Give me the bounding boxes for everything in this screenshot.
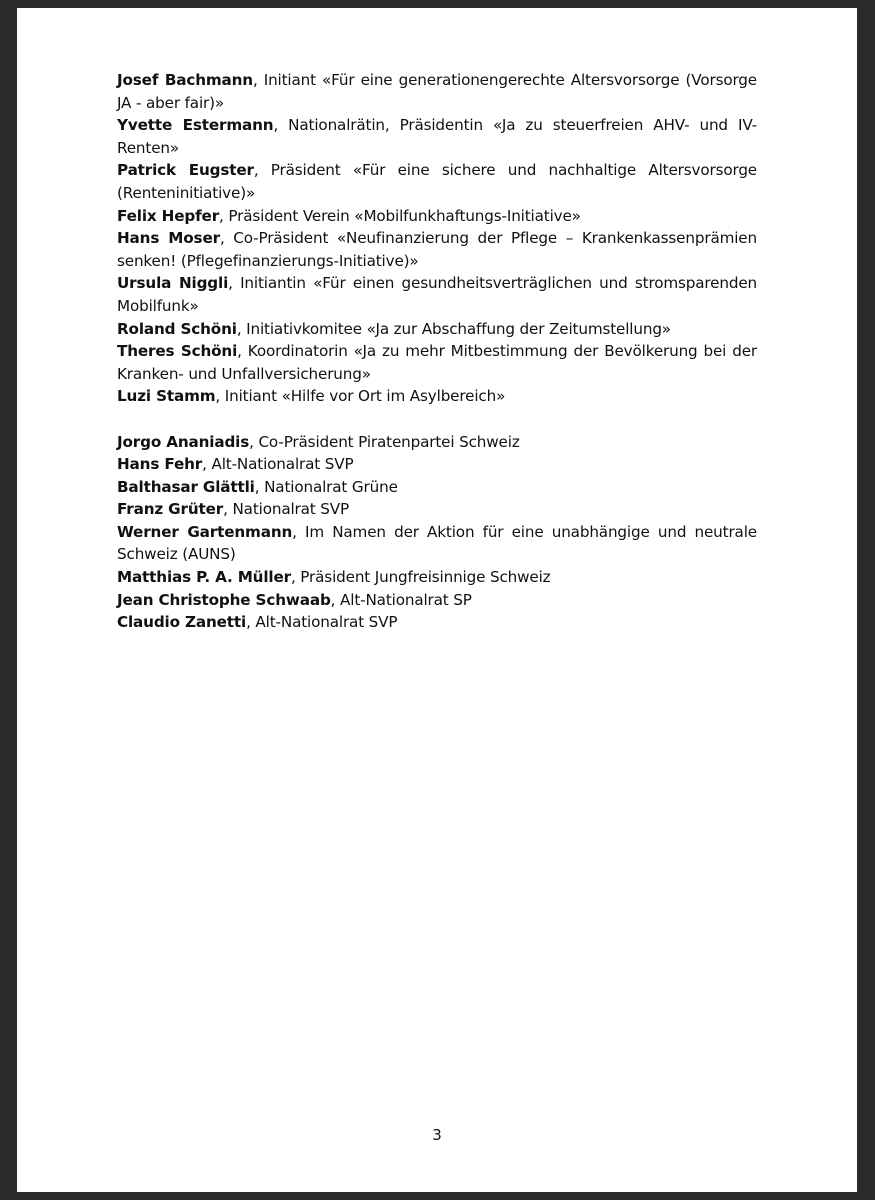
list-item xyxy=(117,69,757,114)
person-name: Matthias P. A. Müller xyxy=(117,568,291,587)
list-item xyxy=(117,431,757,454)
page-number: 3 xyxy=(432,1126,442,1144)
person-name: Balthasar Glättli xyxy=(117,477,255,496)
list-item xyxy=(117,498,757,521)
list-item xyxy=(117,227,757,272)
list-item xyxy=(117,272,757,317)
person-role: , Präsident «Für eine sichere und nachhaltige Altersvorsorge (Renteninitiative)» xyxy=(117,161,757,202)
person-role: , Nationalrat SVP xyxy=(223,500,350,519)
person-name: Felix Hepfer xyxy=(117,206,220,225)
person-role: , Im Namen der Aktion für eine unabhängige und neutrale Schweiz (AUNS) xyxy=(117,522,757,564)
person-name: Jean Christophe Schwaab xyxy=(117,590,331,609)
person-role: , Alt-Nationalrat SVP xyxy=(202,455,354,474)
section-spacer xyxy=(117,408,757,431)
person-name: Werner Gartenmann xyxy=(117,522,293,541)
list-item xyxy=(117,589,757,612)
list-item xyxy=(117,566,757,589)
person-role: , Co-Präsident «Neufinanzierung der Pflege – Krankenkassenprämien senken! (Pflegefinanzierungs-Initiative)» xyxy=(117,229,757,270)
person-role: , Präsident Verein «Mobilfunkhaftungs-Initiative» xyxy=(219,206,581,225)
person-role: , Initiantin «Für einen gesundheitsverträglichen und stromsparenden Mobilfunk» xyxy=(117,274,757,315)
person-name: Theres Schöni xyxy=(117,342,238,361)
list-item xyxy=(117,159,757,204)
person-name: Roland Schöni xyxy=(117,319,237,338)
person-role: , Nationalrat Grüne xyxy=(254,477,398,496)
list-item xyxy=(117,205,757,228)
list-item xyxy=(117,453,757,476)
person-name: Luzi Stamm xyxy=(117,387,216,406)
person-name: Claudio Zanetti xyxy=(117,613,247,632)
list-item xyxy=(117,114,757,159)
person-name: Yvette Estermann xyxy=(117,116,274,135)
person-name: Josef Bachmann xyxy=(117,71,253,89)
person-role: , Initiativkomitee «Ja zur Abschaffung der Zeitumstellung» xyxy=(236,319,671,338)
list-item xyxy=(117,340,757,385)
signatories-list xyxy=(117,69,757,634)
list-item xyxy=(117,476,757,499)
person-role: , Alt-Nationalrat SP xyxy=(330,590,472,609)
person-role: , Co-Präsident Piratenpartei Schweiz xyxy=(249,432,520,451)
person-role: , Nationalrätin, Präsidentin «Ja zu steuerfreien AHV- und IV-Renten» xyxy=(117,116,757,157)
person-name: Patrick Eugster xyxy=(117,161,254,180)
document-page xyxy=(17,8,857,1192)
person-role: , Koordinatorin «Ja zu mehr Mitbestimmung der Bevölkerung bei der Kranken- und Unfallversicherung» xyxy=(117,342,757,383)
person-name: Ursula Niggli xyxy=(117,274,229,293)
person-role: , Präsident Jungfreisinnige Schweiz xyxy=(290,568,551,587)
person-role: , Initiant «Für eine generationengerechte Altersvorsorge (Vorsorge JA - aber fair)» xyxy=(117,71,757,112)
person-role: , Initiant «Hilfe vor Ort im Asylbereich» xyxy=(215,387,506,406)
list-item xyxy=(117,385,757,408)
person-name: Franz Grüter xyxy=(117,500,224,519)
person-name: Jorgo Ananiadis xyxy=(117,432,250,451)
list-item xyxy=(117,611,757,634)
person-name: Hans Moser xyxy=(117,229,220,248)
list-item xyxy=(117,318,757,341)
person-name: Hans Fehr xyxy=(117,455,203,474)
person-role: , Alt-Nationalrat SVP xyxy=(246,613,398,632)
list-item xyxy=(117,521,757,566)
